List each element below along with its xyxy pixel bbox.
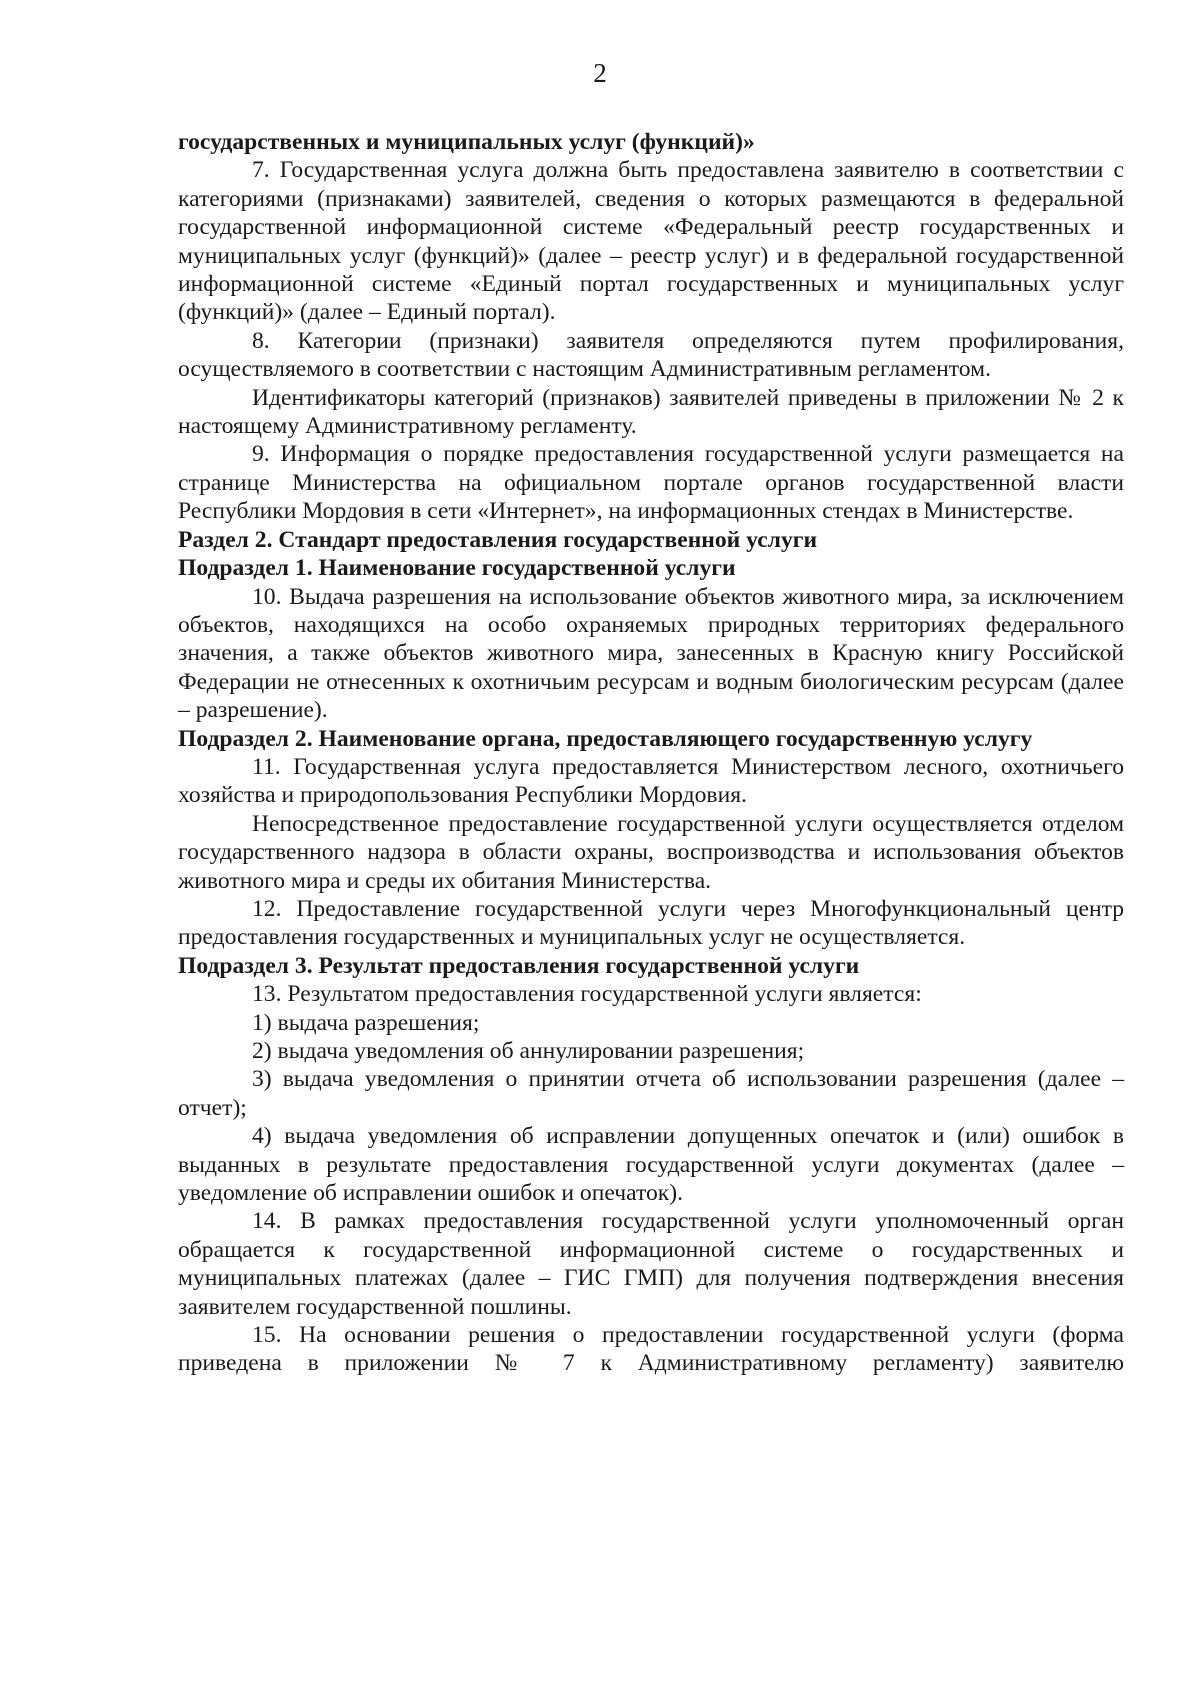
list-item-13-2: 2) выдача уведомления об аннулировании разрешения;: [252, 1038, 805, 1064]
paragraph-11-department: Непосредственное предоставление государственной услуги осуществляется отделом государственного надзора в области охраны, воспроизводства и использования объектов животного мира и среды их обитания Министерства.: [178, 810, 1124, 894]
paragraph-12: 12. Предоставление государственной услуги через Многофункциональный центр предоставления государственных и муниципальных услуг не осуществляется.: [178, 895, 1124, 951]
subsection-1-title: Подраздел 1. Наименование государственной услуги: [178, 555, 736, 582]
paragraph-10: 10. Выдача разрешения на использование объектов животного мира, за исключением объектов, находящихся на особо охраняемых природных территориях федерального значения, а также объектов животного мира, занесенных в Красную книгу Российской Федерации не отнесенных к охотничьим ресурсам и водным биологическим ресурсам (далее – разрешение).: [178, 583, 1124, 724]
subsection-2-title: Подраздел 2. Наименование органа, предоставляющего государственную услугу: [178, 725, 1033, 752]
paragraph-13: 13. Результатом предоставления государственной услуги является:: [252, 981, 922, 1008]
paragraph-14: 14. В рамках предоставления государственной услуги уполномоченный орган обращается к государственной информационной системе о государственных и муниципальных платежах (далее – ГИС ГМП) для получения подтверждения внесения заявителем государственной пошлины.: [178, 1208, 1124, 1320]
paragraph-8: 8. Категории (признаки) заявителя определяются путем профилирования, осуществляемого в соответствии с настоящим Административным регламентом.: [178, 327, 1124, 383]
page-number: 2: [593, 58, 607, 88]
continued-heading: государственных и муниципальных услуг (функций)»: [178, 129, 755, 155]
paragraph-15: 15. На основании решения о предоставлении государственной услуги (форма приведена в приложении № 7 к Административному регламенту) заявителю: [178, 1322, 1124, 1377]
paragraph-8-identifiers: Идентификаторы категорий (признаков) заявителей приведены в приложении № 2 к настоящему Административному регламенту.: [178, 384, 1124, 440]
list-item-13-4: 4) выдача уведомления об исправлении допущенных опечаток и (или) ошибок в выданных в результате предоставления государственной услуги документах (далее – уведомление об исправлении ошибок и опечаток).: [178, 1123, 1124, 1207]
paragraph-7: 7. Государственная услуга должна быть предоставлена заявителю в соответствии с категориями (признаками) заявителей, сведения о которых размещаются в федеральной государственной информационной системе «Федеральный реестр государственных и муниципальных услуг (функций)» (далее – реестр услуг) и в федеральной государственной информационной системе «Единый портал государственных и муниципальных услуг (функций)» (далее – Единый портал).: [178, 157, 1124, 326]
section-2-title: Раздел 2. Стандарт предоставления государственной услуги: [178, 526, 818, 553]
paragraph-11: 11. Государственная услуга предоставляется Министерством лесного, охотничьего хозяйства и природопользования Республики Мордовия.: [178, 753, 1124, 809]
paragraph-9: 9. Информация о порядке предоставления государственной услуги размещается на странице Министерства на официальном портале органов государственной власти Республики Мордовия в сети «Интернет», на информационных стендах в Министерстве.: [178, 441, 1124, 525]
list-item-13-1: 1) выдача разрешения;: [252, 1009, 480, 1036]
document-body: [178, 128, 1124, 1378]
list-item-13-3: 3) выдача уведомления о принятии отчета об использовании разрешения (далее – отчет);: [178, 1066, 1124, 1121]
subsection-3-title: Подраздел 3. Результат предоставления государственной услуги: [178, 952, 860, 979]
